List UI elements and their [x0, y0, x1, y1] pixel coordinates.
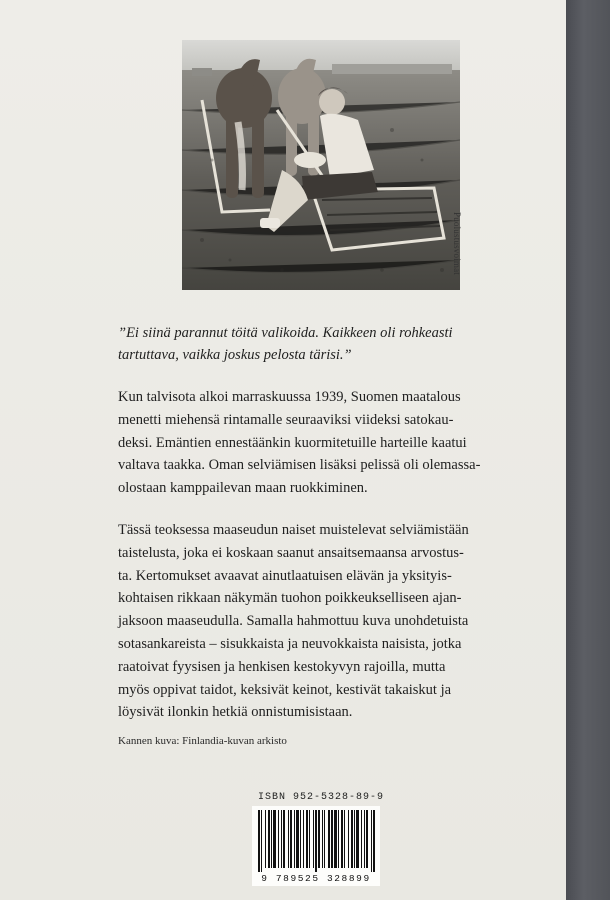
- blurb-paragraph-2: [118, 519, 528, 724]
- text-line: ta. Kertomukset avaavat ainutlaatuisen elävän ja yksityis-: [118, 567, 452, 584]
- barcode-bar: [351, 810, 353, 868]
- barcode-bar: [268, 810, 270, 868]
- barcode-bar: [371, 810, 372, 872]
- barcode-bar: [271, 810, 272, 868]
- barcode-bar: [322, 810, 323, 868]
- cover-quote: [118, 322, 518, 366]
- barcode-bar: [324, 810, 325, 868]
- text-line: Tässä teoksessa maaseudun naiset muistelevat selviämistään: [118, 522, 469, 538]
- quote-line: tartuttava, vaikka joskus pelosta tärisi.”: [118, 347, 352, 363]
- barcode-bar: [278, 810, 279, 868]
- barcode-bar: [373, 810, 375, 872]
- barcode-bar: [341, 810, 343, 868]
- text-line: kohtaisen rikkaan näkymän tuohon poikkeukselliseen ajan-: [118, 590, 462, 607]
- barcode-bar: [265, 810, 266, 868]
- barcode-bar: [313, 810, 314, 868]
- barcode-bar: [294, 810, 295, 868]
- text-line: Kun talvisota alkoi marraskuussa 1939, Suomen maatalous: [118, 389, 461, 405]
- barcode-bar: [331, 810, 333, 868]
- text-line: jaksoon maaseudulla. Samalla hahmottuu kuva unohdetuista: [118, 613, 469, 630]
- barcode-bar: [318, 810, 320, 868]
- text-line: taistelusta, joka ei koskaan saanut ansaitsemaansa arvostus-: [118, 544, 464, 561]
- barcode-bar: [364, 810, 365, 868]
- book-spine: [566, 0, 610, 900]
- barcode-bar: [361, 810, 362, 868]
- barcode-bar: [296, 810, 299, 868]
- barcode-bar: [366, 810, 368, 868]
- barcode-bar: [300, 810, 301, 868]
- isbn-label: ISBN 952-5328-89-9: [258, 792, 385, 803]
- barcode-number: 9 789525 328899: [261, 873, 371, 884]
- quote-line: ”Ei siinä parannut töitä valikoida. Kaikkeen oli rohkeasti: [118, 325, 453, 341]
- blurb-paragraph-1: [118, 386, 528, 500]
- barcode-bar: [258, 810, 260, 872]
- barcode-bar: [306, 810, 308, 868]
- text-line: olostaan kamppailevan maan ruokkiminen.: [118, 480, 368, 497]
- barcode-bar: [283, 810, 285, 868]
- woman-with-horses-photo: [182, 40, 460, 290]
- barcode-bar: [303, 810, 304, 868]
- barcode-bar: [281, 810, 282, 868]
- isbn-barcode: [252, 806, 380, 886]
- text-line: sotasankareista – sisukkaista ja neuvokkaista naisista, jotka: [118, 635, 462, 652]
- barcode-bar: [309, 810, 310, 868]
- barcode-bar: [261, 810, 262, 872]
- cover-photo: [182, 40, 460, 290]
- text-line: valtava taakka. Oman selviämisen lisäksi pelissä oli olemassa-: [118, 457, 481, 474]
- text-line: myös oppivat taidot, keksivät keinot, kestivät takaiskut ja: [118, 681, 452, 698]
- barcode-bar: [315, 810, 317, 872]
- text-line: raatoivat fyysisen ja henkisen kestokyvyn rajoilla, mutta: [118, 658, 446, 675]
- barcode-bar: [338, 810, 339, 868]
- cover-image-credit: Kannen kuva: Finlandia-kuvan arkisto: [118, 735, 287, 747]
- text-line: deksi. Emäntien ennestäänkin kuormitetuille harteille kaatui: [118, 434, 467, 451]
- barcode-bars: [252, 806, 380, 874]
- barcode-bar: [273, 810, 276, 868]
- barcode-bar: [328, 810, 330, 868]
- barcode-bar: [354, 810, 355, 868]
- text-line: menetti miehensä rintamalle seuraaviksi viideksi satokau-: [118, 411, 454, 428]
- text-line: löysivät ilonkin hetkiä onnistumisistaan.: [118, 704, 353, 721]
- barcode-bar: [334, 810, 337, 868]
- barcode-bar: [288, 810, 289, 868]
- photo-credit: Puolustusvoimat: [452, 212, 462, 276]
- barcode-bar: [356, 810, 359, 868]
- barcode-bar: [290, 810, 292, 868]
- barcode-bar: [344, 810, 345, 868]
- barcode-bar: [348, 810, 349, 868]
